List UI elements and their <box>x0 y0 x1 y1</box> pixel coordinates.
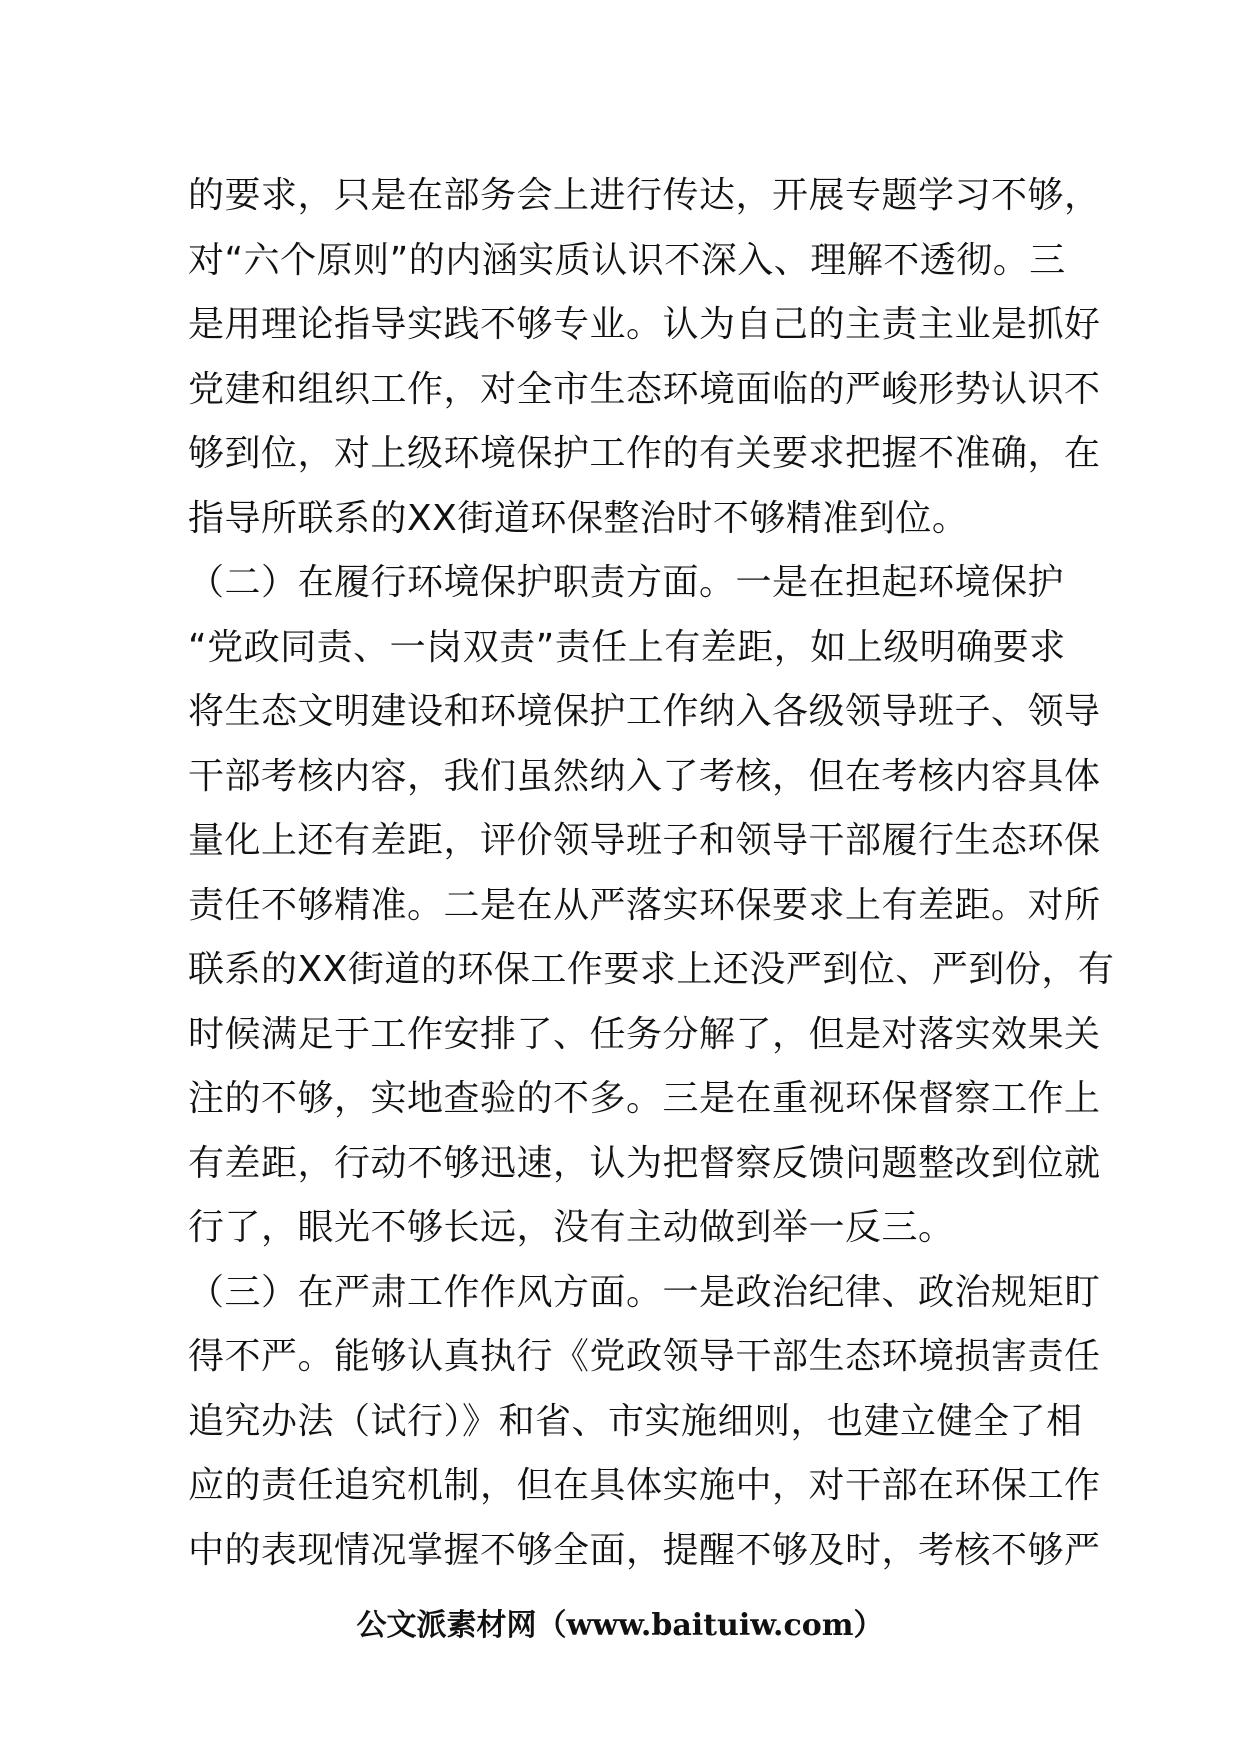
text-line: 党建和组织工作，对全市生态环境面临的严峻形势认识不 <box>188 368 1101 410</box>
text-line: 时候满足于工作安排了、任务分解了，但是对落实效果关 <box>188 1013 1101 1055</box>
text-line: （二）在履行环境保护职责方面。一是在担起环境保护 <box>188 562 1065 603</box>
text-line: 够到位，对上级环境保护工作的有关要求把握不准确，在 <box>188 433 1101 474</box>
text-line: 应的责任追究机制，但在具体实施中，对干部在环保工作 <box>188 1465 1101 1506</box>
text-line: 将生态文明建设和环境保护工作纳入各级领导班子、领导 <box>188 691 1101 732</box>
text-line: “党政同责、一岗双责”责任上有差距，如上级明确要求 <box>188 626 1066 668</box>
text-line: 行了，眼光不够长远，没有主动做到举一反三。 <box>188 1207 955 1248</box>
document-body <box>188 164 1115 1583</box>
text-line: 中的表现情况掌握不够全面，提醒不够及时，考核不够严 <box>188 1529 1101 1571</box>
text-line: 联系的XX街道的环保工作要求上还没严到位、严到份，有 <box>188 949 1115 990</box>
text-line: 干部考核内容，我们虽然纳入了考核，但在考核内容具体 <box>188 755 1101 797</box>
text-line: 注的不够，实地查验的不多。三是在重视环保督察工作上 <box>188 1078 1101 1119</box>
text-line: 量化上还有差距，评价领导班子和领导干部履行生态环保 <box>188 820 1101 861</box>
footer-source: 公文派素材网（www.baituiw.com） <box>356 1608 884 1643</box>
text-line: （三）在严肃工作作风方面。一是政治纪律、政治规矩盯 <box>188 1271 1101 1313</box>
text-line: 有差距，行动不够迅速，认为把督察反馈问题整改到位就 <box>188 1142 1101 1184</box>
text-line: 的要求，只是在部务会上进行传达，开展专题学习不够， <box>188 175 1101 216</box>
text-line: 责任不够精准。二是在从严落实环保要求上有差距。对所 <box>188 884 1101 926</box>
text-line: 是用理论指导实践不够专业。认为自己的主责主业是抓好 <box>188 304 1101 345</box>
text-line: 追究办法（试行）》和省、市实施细则，也建立健全了相 <box>188 1400 1083 1442</box>
text-line: 得不严。能够认真执行《党政领导干部生态环境损害责任 <box>188 1336 1101 1377</box>
text-line: 对“六个原则”的内涵实质认识不深入、理解不透彻。三 <box>188 239 1066 281</box>
text-line: 指导所联系的XX街道环保整治时不够精准到位。 <box>188 497 969 539</box>
